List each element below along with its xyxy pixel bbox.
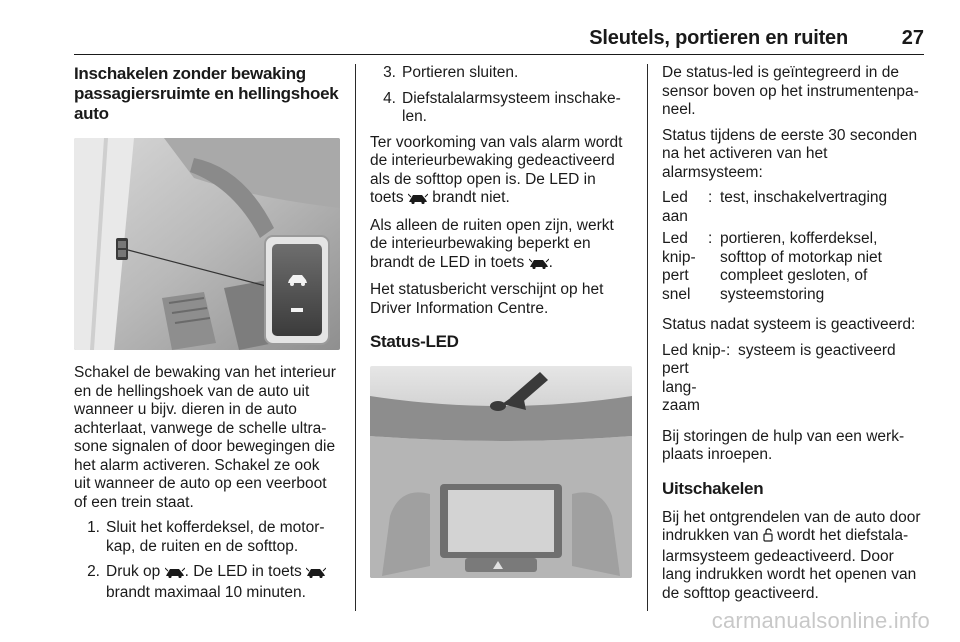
steps-list-1 (74, 519, 340, 602)
paragraph-status-message: Het statusbericht verschijnt op het Driver Information Centre. (370, 281, 604, 317)
step-text (106, 563, 340, 602)
header-rule (74, 54, 924, 55)
step-text: Portieren sluiten. (402, 64, 519, 81)
figure-status-led (370, 366, 632, 578)
paragraph-led-location: De status-led is geïntegreerd in de sensor boven op het instrumentenpaneel. (662, 64, 919, 118)
step-text-part: Druk op (106, 563, 161, 580)
steps-list-2 (370, 64, 632, 127)
figure-interior-button (74, 138, 340, 350)
page-number: 27 (901, 27, 924, 49)
table-value: test, inschakelvertraging (720, 189, 888, 206)
status-table-1 (662, 189, 924, 308)
column-divider-2 (647, 64, 648, 611)
car-alarm-icon (306, 565, 326, 584)
column-2 (370, 64, 632, 578)
page-header (0, 0, 960, 58)
list-item (74, 563, 340, 602)
list-item (370, 90, 632, 127)
text-part: Ter voorkoming van vals alarm wordt de interieurbewaking gedeactiveerd als de softtop open is. De LED in toets (370, 133, 623, 206)
step-number: 4. (383, 89, 396, 107)
chapter-title: Sleutels, portieren en ruiten (589, 27, 848, 49)
paragraph-service: Bij storingen de hulp van een werkplaats inroepen. (662, 427, 905, 463)
column-3 (662, 64, 924, 610)
list-item (370, 64, 632, 83)
step-text-part: brandt maximaal 10 minuten. (106, 583, 306, 601)
status-table-2 (662, 342, 924, 420)
paragraph-windows-open (370, 217, 632, 275)
table-value: portieren, kofferdeksel, softtop of motorkap niet compleet gesloten, of systeemstoring (720, 230, 882, 303)
step-text: Sluit het kofferdeksel, de motorkap, de ruiten en de softtop. (106, 519, 325, 555)
step-text-part: . De LED in toets (184, 563, 302, 580)
step-number: 3. (383, 64, 396, 81)
paragraph-status-first-30s: Status tijdens de eerste 30 seconden na het activeren van het alarmsysteem: (662, 126, 918, 181)
dashboard-illustration (370, 366, 632, 578)
table-key: Led aan (662, 189, 688, 225)
text-part: Bij het ontgrendelen van de auto door indrukken van (662, 508, 921, 544)
table-separator: : (708, 230, 713, 247)
table-key: Led knippert langzaam (662, 341, 726, 414)
text-part: wordt het diefstalalarmsysteem gedeactiveerd. Door lang indrukken wordt het openen van de softtop geactiveerd. (662, 527, 917, 602)
paragraph-false-alarm (370, 134, 632, 210)
text-part: brandt niet. (432, 189, 510, 206)
car-alarm-icon (165, 565, 185, 584)
car-alarm-icon (408, 191, 428, 210)
watermark: carmanualsonline.info (711, 608, 930, 633)
section-heading-inschakelen: Inschakelen zonder bewaking passagiersruimte en hellingshoek auto (74, 64, 339, 123)
step-number: 1. (87, 519, 100, 536)
table-separator: : (726, 341, 731, 359)
paragraph-status-activated: Status nadat systeem is geactiveerd: (662, 316, 916, 333)
car-alarm-icon (529, 256, 549, 275)
paragraph-intro: Schakel de bewaking van het interieur en de hellingshoek van de auto uit wanneer u bijv. dieren in de auto achterlaat, vanwege de schelle ultrasone signalen of door bewegingen die het alarm activeren. Schakel ze ook uit wanneer de auto op een veerboot of een trein staat. (74, 364, 336, 511)
column-divider-1 (355, 64, 356, 611)
table-key: Led knippert snel (662, 230, 696, 303)
paragraph-deactivate (662, 509, 924, 604)
table-value: systeem is geactiveerd (738, 341, 896, 359)
list-item (74, 519, 340, 556)
key-unlock-icon (763, 528, 773, 548)
step-number: 2. (87, 563, 100, 580)
text-part: . (548, 253, 553, 271)
column-1 (74, 64, 340, 609)
step-text: Diefstalalarmsysteem inschakelen. (402, 89, 621, 125)
table-separator: : (708, 189, 713, 206)
interior-photo-illustration (74, 138, 340, 350)
text-part: Als alleen de ruiten open zijn, werkt de interieurbewaking beperkt en brandt de LED in toets (370, 216, 614, 271)
section-heading-uitschakelen: Uitschakelen (662, 478, 764, 498)
section-heading-status-led: Status-LED (370, 332, 459, 351)
